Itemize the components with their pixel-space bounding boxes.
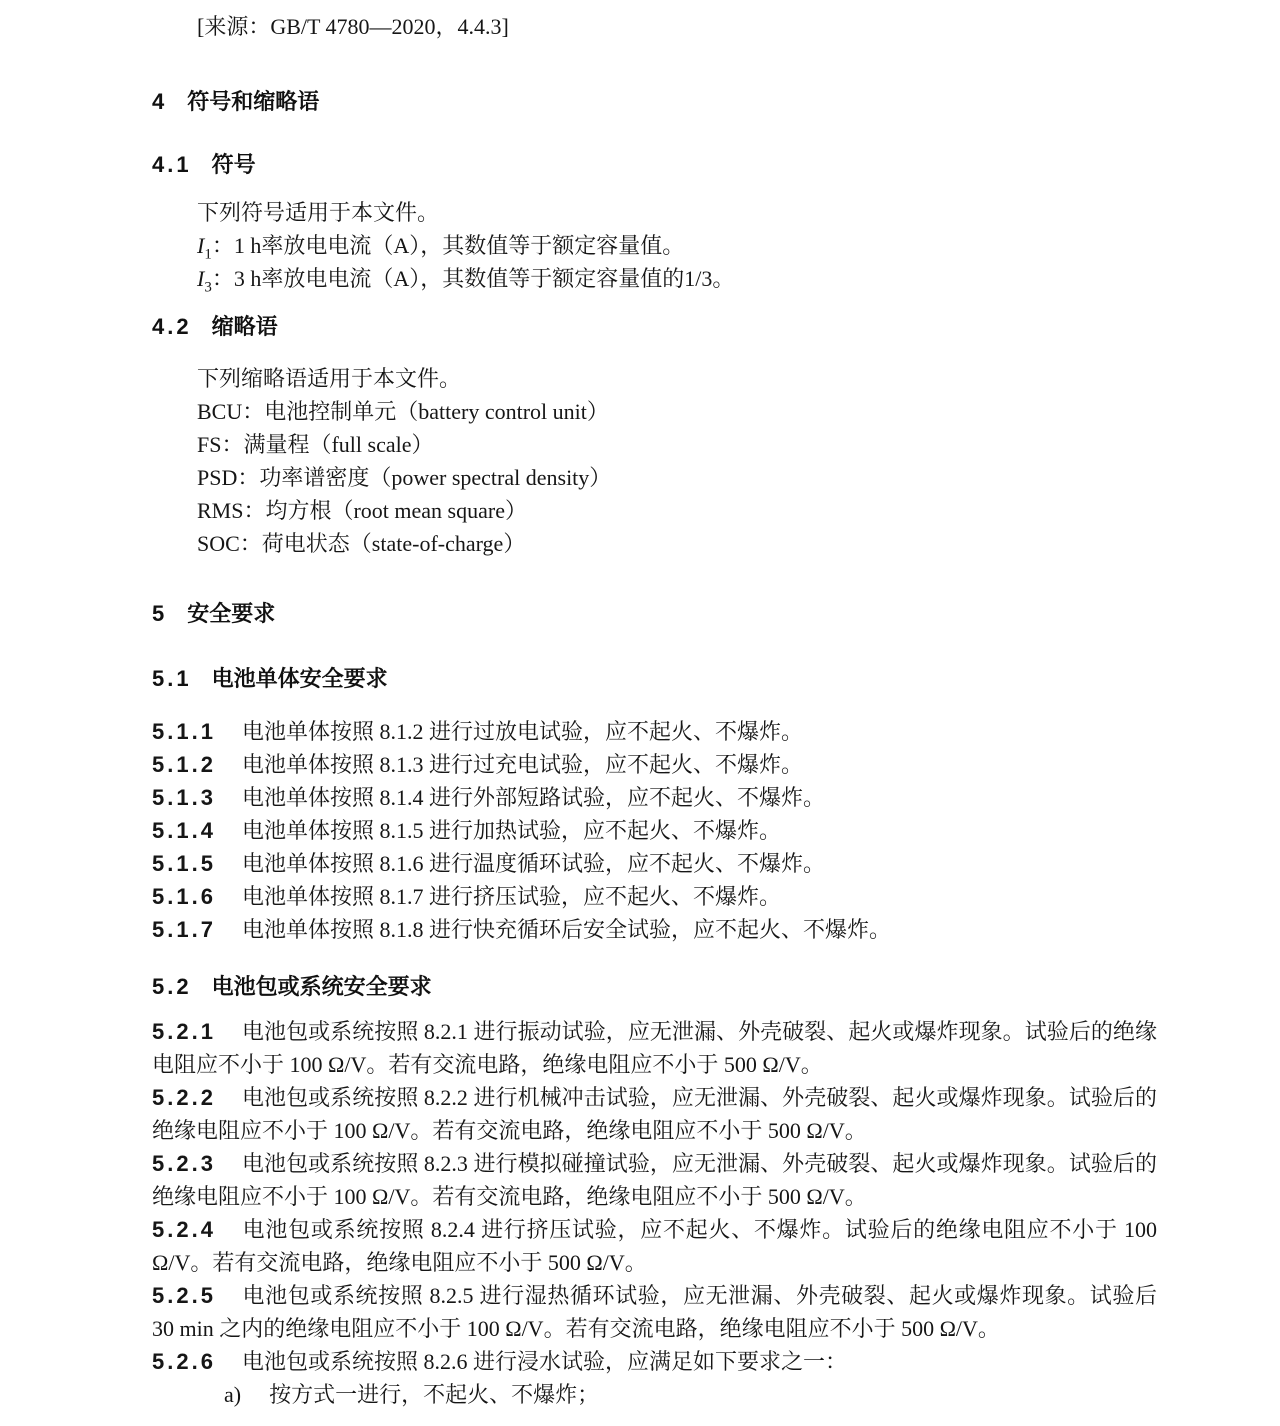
section-4-title: 符号和缩略语 — [187, 89, 320, 114]
clause-5-2-4-text: 电池包或系统按照 8.2.4 进行挤压试验，应不起火、不爆炸。试验后的绝缘电阻应不小于 100 Ω/V。若有交流电路，绝缘电阻应不小于 500 Ω/V。 — [152, 1217, 1157, 1275]
clause-5-1-2-text: 电池单体按照 8.1.3 进行过充电试验，应不起火、不爆炸。 — [241, 752, 803, 777]
clause-5-2-5 — [152, 1279, 1157, 1345]
clause-5-1-5-number: 5.1.5 — [152, 851, 216, 876]
clause-5-2-6-number: 5.2.6 — [152, 1349, 216, 1374]
list-item-a-label: a) — [224, 1382, 242, 1407]
clause-5-2-4-number: 5.2.4 — [152, 1217, 216, 1242]
section-5-1-number: 5.1 — [152, 666, 192, 691]
clause-5-1-3 — [152, 781, 1157, 814]
clause-5-1-6 — [152, 880, 1157, 913]
symbol-i3-subscript: 3 — [204, 279, 212, 296]
section-5-heading — [152, 597, 1157, 630]
abbreviation-soc: SOC：荷电状态（state-of-charge） — [197, 531, 526, 556]
clause-5-1-4 — [152, 814, 1157, 847]
section-5-2-number: 5.2 — [152, 974, 192, 999]
source-note: [来源：GB/T 4780—2020，4.4.3] — [197, 14, 509, 39]
clause-5-2-2-number: 5.2.2 — [152, 1085, 216, 1110]
clause-5-1-2 — [152, 748, 1157, 781]
section-5-title: 安全要求 — [187, 601, 276, 626]
section-5-2-title: 电池包或系统安全要求 — [211, 974, 432, 999]
clause-5-2-1-number: 5.2.1 — [152, 1019, 216, 1044]
clause-5-1-6-number: 5.1.6 — [152, 884, 216, 909]
symbol-i1-subscript: 1 — [204, 246, 212, 263]
clause-5-1-5-text: 电池单体按照 8.1.6 进行温度循环试验，应不起火、不爆炸。 — [241, 851, 825, 876]
clause-5-2-3 — [152, 1147, 1157, 1213]
clause-5-1-5 — [152, 847, 1157, 880]
section-5-1-title: 电池单体安全要求 — [211, 666, 388, 691]
clause-5-1-3-number: 5.1.3 — [152, 785, 216, 810]
list-item-a-text: 按方式一进行，不起火、不爆炸； — [269, 1382, 600, 1407]
section-4-1-number: 4.1 — [152, 152, 192, 177]
clause-5-1-3-text: 电池单体按照 8.1.4 进行外部短路试验，应不起火、不爆炸。 — [241, 785, 825, 810]
section-4-1-title: 符号 — [211, 152, 256, 177]
symbol-definition-i3 — [152, 262, 1157, 295]
clause-5-1-4-number: 5.1.4 — [152, 818, 216, 843]
clause-5-2-4 — [152, 1213, 1157, 1279]
clause-5-1-6-text: 电池单体按照 8.1.7 进行挤压试验，应不起火、不爆炸。 — [241, 884, 781, 909]
clause-5-1-1-number: 5.1.1 — [152, 719, 216, 744]
symbol-i3-definition: ：3 h率放电电流（A），其数值等于额定容量值的1/3。 — [211, 266, 735, 291]
clause-5-2-5-text: 电池包或系统按照 8.2.5 进行湿热循环试验，应无泄漏、外壳破裂、起火或爆炸现象。试验后 30 min 之内的绝缘电阻应不小于 100 Ω/V。若有交流电路，绝缘电阻应不小于 500 Ω/V。 — [152, 1283, 1157, 1341]
symbols-intro: 下列符号适用于本文件。 — [197, 200, 440, 225]
section-4-2-number: 4.2 — [152, 314, 192, 339]
section-4-2-title: 缩略语 — [211, 314, 278, 339]
clause-5-2-5-number: 5.2.5 — [152, 1283, 216, 1308]
symbol-definition-i1 — [152, 229, 1157, 262]
clause-5-1-1-text: 电池单体按照 8.1.2 进行过放电试验，应不起火、不爆炸。 — [241, 719, 803, 744]
clause-5-1-4-text: 电池单体按照 8.1.5 进行加热试验，应不起火、不爆炸。 — [241, 818, 781, 843]
abbreviations-intro: 下列缩略语适用于本文件。 — [197, 366, 462, 391]
abbreviation-rms: RMS：均方根（root mean square） — [197, 498, 527, 523]
symbol-i3-base: I — [197, 266, 205, 291]
section-4-2-heading — [152, 310, 1157, 343]
section-5-number: 5 — [152, 601, 168, 626]
section-4-number: 4 — [152, 89, 168, 114]
abbreviation-bcu: BCU：电池控制单元（battery control unit） — [197, 399, 609, 424]
abbreviation-psd: PSD：功率谱密度（power spectral density） — [197, 465, 612, 490]
section-5-1-heading — [152, 662, 1157, 695]
clause-5-1-2-number: 5.1.2 — [152, 752, 216, 777]
section-5-2-heading — [152, 970, 1157, 1003]
clause-5-2-1-text: 电池包或系统按照 8.2.1 进行振动试验，应无泄漏、外壳破裂、起火或爆炸现象。试验后的绝缘电阻应不小于 100 Ω/V。若有交流电路，绝缘电阻应不小于 500 Ω/V。 — [152, 1019, 1157, 1077]
clause-5-2-3-text: 电池包或系统按照 8.2.3 进行模拟碰撞试验，应无泄漏、外壳破裂、起火或爆炸现象。试验后的绝缘电阻应不小于 100 Ω/V。若有交流电路，绝缘电阻应不小于 500 Ω/V。 — [152, 1151, 1157, 1209]
clause-5-1-7-text: 电池单体按照 8.1.8 进行快充循环后安全试验，应不起火、不爆炸。 — [241, 917, 891, 942]
clause-5-1-7 — [152, 913, 1157, 946]
clause-5-2-6 — [152, 1345, 1157, 1378]
abbreviation-fs: FS：满量程（full scale） — [197, 432, 434, 457]
section-4-heading — [152, 85, 1157, 118]
symbol-i1 — [197, 233, 212, 263]
symbol-i3 — [197, 266, 212, 296]
clause-5-2-1 — [152, 1015, 1157, 1081]
list-item-a — [152, 1378, 1157, 1411]
symbol-i1-base: I — [197, 233, 205, 258]
clause-5-2-3-number: 5.2.3 — [152, 1151, 216, 1176]
clause-5-2-2-text: 电池包或系统按照 8.2.2 进行机械冲击试验，应无泄漏、外壳破裂、起火或爆炸现象。试验后的绝缘电阻应不小于 100 Ω/V。若有交流电路，绝缘电阻应不小于 500 Ω/V。 — [152, 1085, 1157, 1143]
clause-5-2-2 — [152, 1081, 1157, 1147]
clause-5-1-7-number: 5.1.7 — [152, 917, 216, 942]
clause-5-1-1 — [152, 715, 1157, 748]
clause-5-2-6-text: 电池包或系统按照 8.2.6 进行浸水试验，应满足如下要求之一： — [241, 1349, 847, 1374]
section-4-1-heading — [152, 148, 1157, 181]
symbol-i1-definition: ：1 h率放电电流（A），其数值等于额定容量值。 — [211, 233, 685, 258]
